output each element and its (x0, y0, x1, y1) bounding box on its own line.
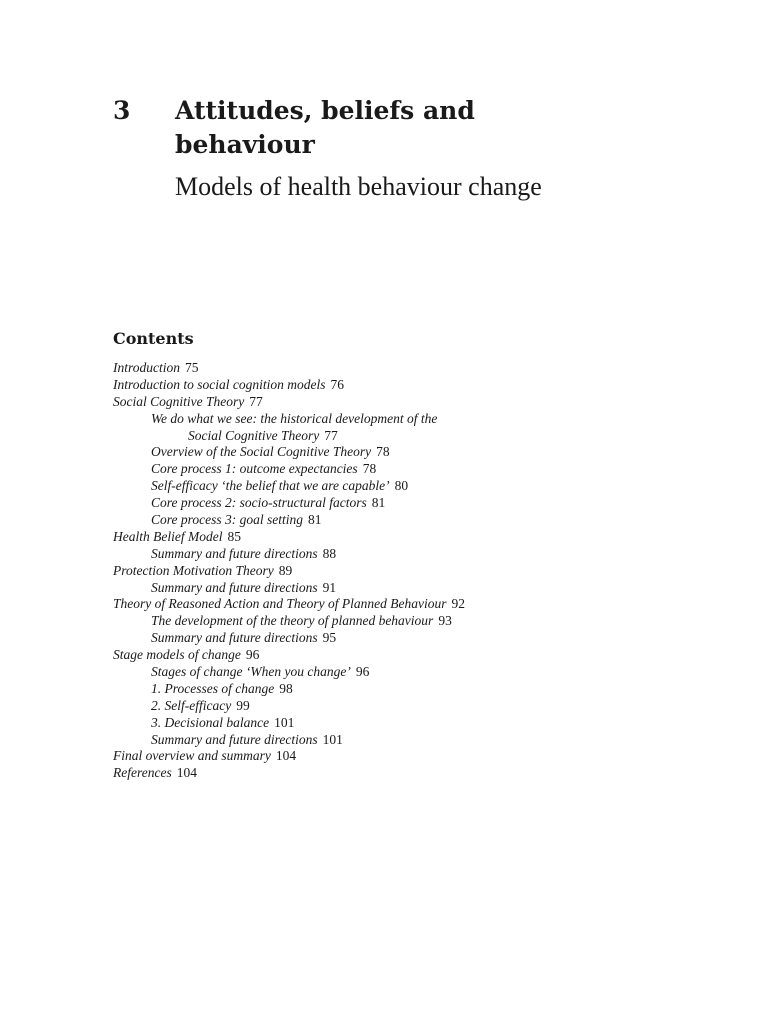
toc-entry-title: Final overview and summary (113, 748, 271, 764)
toc-entry-page: 95 (322, 630, 337, 646)
toc-entry-page: 77 (249, 393, 263, 409)
toc-entry-title: References (113, 765, 172, 781)
toc-entry (113, 664, 673, 681)
toc-entry-page: 98 (279, 680, 293, 696)
toc-entry-page: 91 (322, 579, 337, 595)
toc-entry-title: Self-efficacy ‘the belief that we are capable’ (151, 478, 390, 494)
toc-entry-title: Core process 1: outcome expectancies (151, 461, 358, 477)
toc-entry-title: Summary and future directions (151, 545, 318, 561)
toc-entry-title: Introduction (113, 360, 180, 375)
toc-entry-page: 75 (185, 360, 199, 375)
chapter-number: 3 (113, 96, 131, 125)
toc-entry-page: 81 (308, 512, 322, 528)
toc-entry-page: 81 (371, 495, 386, 511)
toc-entry-title: Protection Motivation Theory (113, 562, 274, 578)
toc-entry-title: Introduction to social cognition models (113, 376, 326, 392)
toc-entry-page: 104 (176, 765, 197, 781)
toc-entry-title: 2. Self-efficacy (151, 697, 232, 713)
toc-entry (113, 411, 673, 428)
toc-entry-title: 1. Processes of change (151, 680, 275, 696)
toc-entry-title: We do what we see: the historical development of the (151, 410, 438, 426)
toc-entry-page: 78 (376, 444, 390, 460)
toc-entry-title: Social Cognitive Theory (113, 393, 245, 409)
toc-entry (113, 630, 673, 647)
toc-entry-page: 101 (322, 731, 343, 747)
toc-entry-title: Core process 2: socio-structural factors (151, 495, 367, 511)
toc-entry (113, 681, 673, 698)
toc-entry (113, 580, 673, 597)
toc-entry-title: 3. Decisional balance (151, 714, 270, 730)
toc-entry (113, 360, 673, 377)
toc-entry (113, 647, 673, 664)
toc-entry (113, 546, 673, 563)
toc-entry-page: 101 (274, 714, 295, 730)
toc-entry-page: 96 (355, 664, 370, 680)
toc-entry-title: Social Cognitive Theory (188, 427, 320, 443)
chapter-subtitle: Models of health behaviour change (175, 172, 542, 201)
toc-entry-title: Stage models of change (113, 647, 241, 663)
toc-entry-page: 99 (236, 697, 250, 713)
toc-entry (113, 748, 673, 765)
toc-entry (113, 765, 673, 782)
toc-entry-page: 88 (322, 545, 337, 561)
toc-entry-page: 85 (227, 528, 241, 544)
chapter-title: Attitudes, beliefs and behaviour (175, 96, 475, 159)
toc-entry (113, 512, 673, 529)
toc-entry-page: 93 (438, 613, 452, 629)
contents-heading: Contents (113, 329, 194, 348)
toc-entry-page: 92 (451, 596, 465, 612)
toc-entry-title: Overview of the Social Cognitive Theory (151, 444, 372, 460)
toc-entry-title: Core process 3: goal setting (151, 512, 303, 528)
toc-entry-title: Summary and future directions (151, 630, 318, 646)
toc-entry-title: Theory of Reasoned Action and Theory of Planned Behaviour (113, 596, 447, 612)
toc-entry (113, 377, 673, 394)
toc-entry (113, 444, 673, 461)
toc-entry (113, 715, 673, 732)
toc-entry (113, 613, 673, 630)
toc-entry-page: 104 (275, 748, 297, 764)
table-of-contents (113, 360, 673, 782)
toc-entry-page: 96 (245, 647, 260, 663)
toc-entry-title: Summary and future directions (151, 731, 318, 747)
toc-entry (113, 596, 673, 613)
toc-entry-page: 80 (394, 478, 409, 494)
toc-entry (113, 428, 673, 445)
toc-entry (113, 732, 673, 749)
toc-entry-page: 76 (330, 376, 344, 392)
toc-entry (113, 478, 673, 495)
toc-entry-page: 89 (278, 562, 293, 578)
toc-entry-title: Summary and future directions (151, 579, 318, 595)
toc-entry (113, 529, 673, 546)
toc-entry (113, 495, 673, 512)
toc-entry-title: Stages of change ‘When you change’ (151, 664, 351, 680)
toc-entry (113, 563, 673, 580)
toc-entry (113, 394, 673, 411)
toc-entry-page: 77 (324, 427, 338, 443)
toc-entry-title: The development of the theory of planned behaviour (151, 613, 434, 629)
toc-entry-title: Health Belief Model (113, 528, 223, 544)
toc-entry-page: 78 (362, 461, 377, 477)
toc-entry (113, 698, 673, 715)
toc-entry (113, 461, 673, 478)
